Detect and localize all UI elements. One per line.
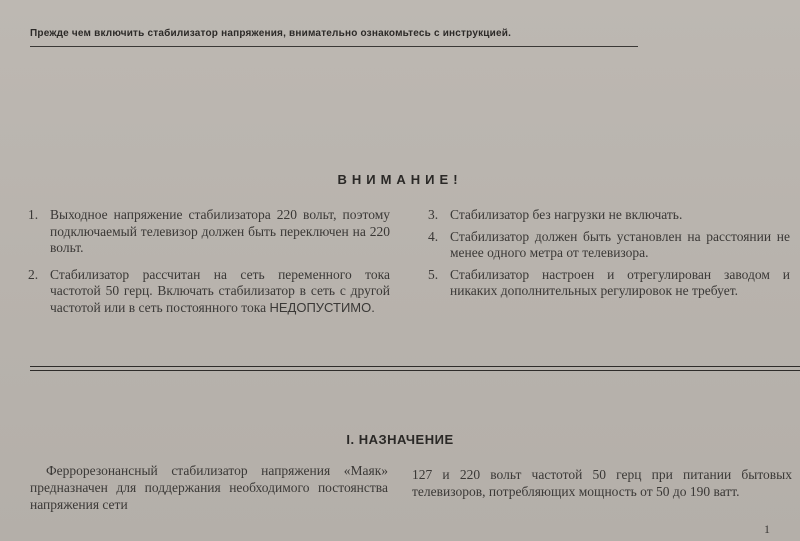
section-body-left: Феррорезонансный стабилизатор напряжения «Маяк» предназначен для поддержания необходимого постоянства напряжения сети [30,463,388,512]
warning-item-text: Выходное напряжение стабилизатора 220 вольт, поэтому подключаемый телевизор должен быть переключен на 220 вольт. [50,207,390,255]
warning-item-4 [428,229,790,262]
warning-left-column [28,207,390,326]
warning-item-number: 5. [428,266,439,282]
warning-item-2 [28,267,390,317]
page-number: 1 [764,522,770,536]
top-divider [30,46,638,47]
warning-item-text: Стабилизатор настроен и отрегулирован заводом и никаких дополнительных регулировок не требует. [450,266,790,298]
warning-item-1 [28,207,390,257]
warning-item-text: Стабилизатор без нагрузки не включать. [450,207,683,222]
warning-title: ВНИМАНИЕ! [337,172,463,187]
warning-emphasis: НЕДОПУСТИМО. [269,299,375,315]
warning-item-text: Стабилизатор должен быть установлен на расстоянии не менее одного метра от телевизора. [450,228,790,260]
warning-item-text: Стабилизатор рассчитан на сеть переменного тока частотой 50 герц. Включать стабилизатор в сеть с другой частотой или в сеть постоянного тока [50,266,390,315]
warning-item-number: 3. [428,207,439,222]
warning-right-column [428,207,790,305]
warning-item-5 [428,267,790,300]
warning-item-number: 1. [28,207,39,222]
warning-item-number: 4. [428,228,439,244]
section-divider [30,366,800,371]
warning-item-text-wrapper [50,267,390,317]
section-body-right: 127 и 220 вольт частотой 50 герц при питании бытовых телевизоров, потребляющих мощность от 50 до 190 ватт. [412,467,792,499]
warning-item-3 [428,207,790,224]
section-title: I. НАЗНАЧЕНИЕ [346,432,454,447]
instruction-note: Прежде чем включить стабилизатор напряжения, внимательно ознакомьтесь с инструкцией. [30,28,512,39]
warning-item-number: 2. [28,266,39,282]
